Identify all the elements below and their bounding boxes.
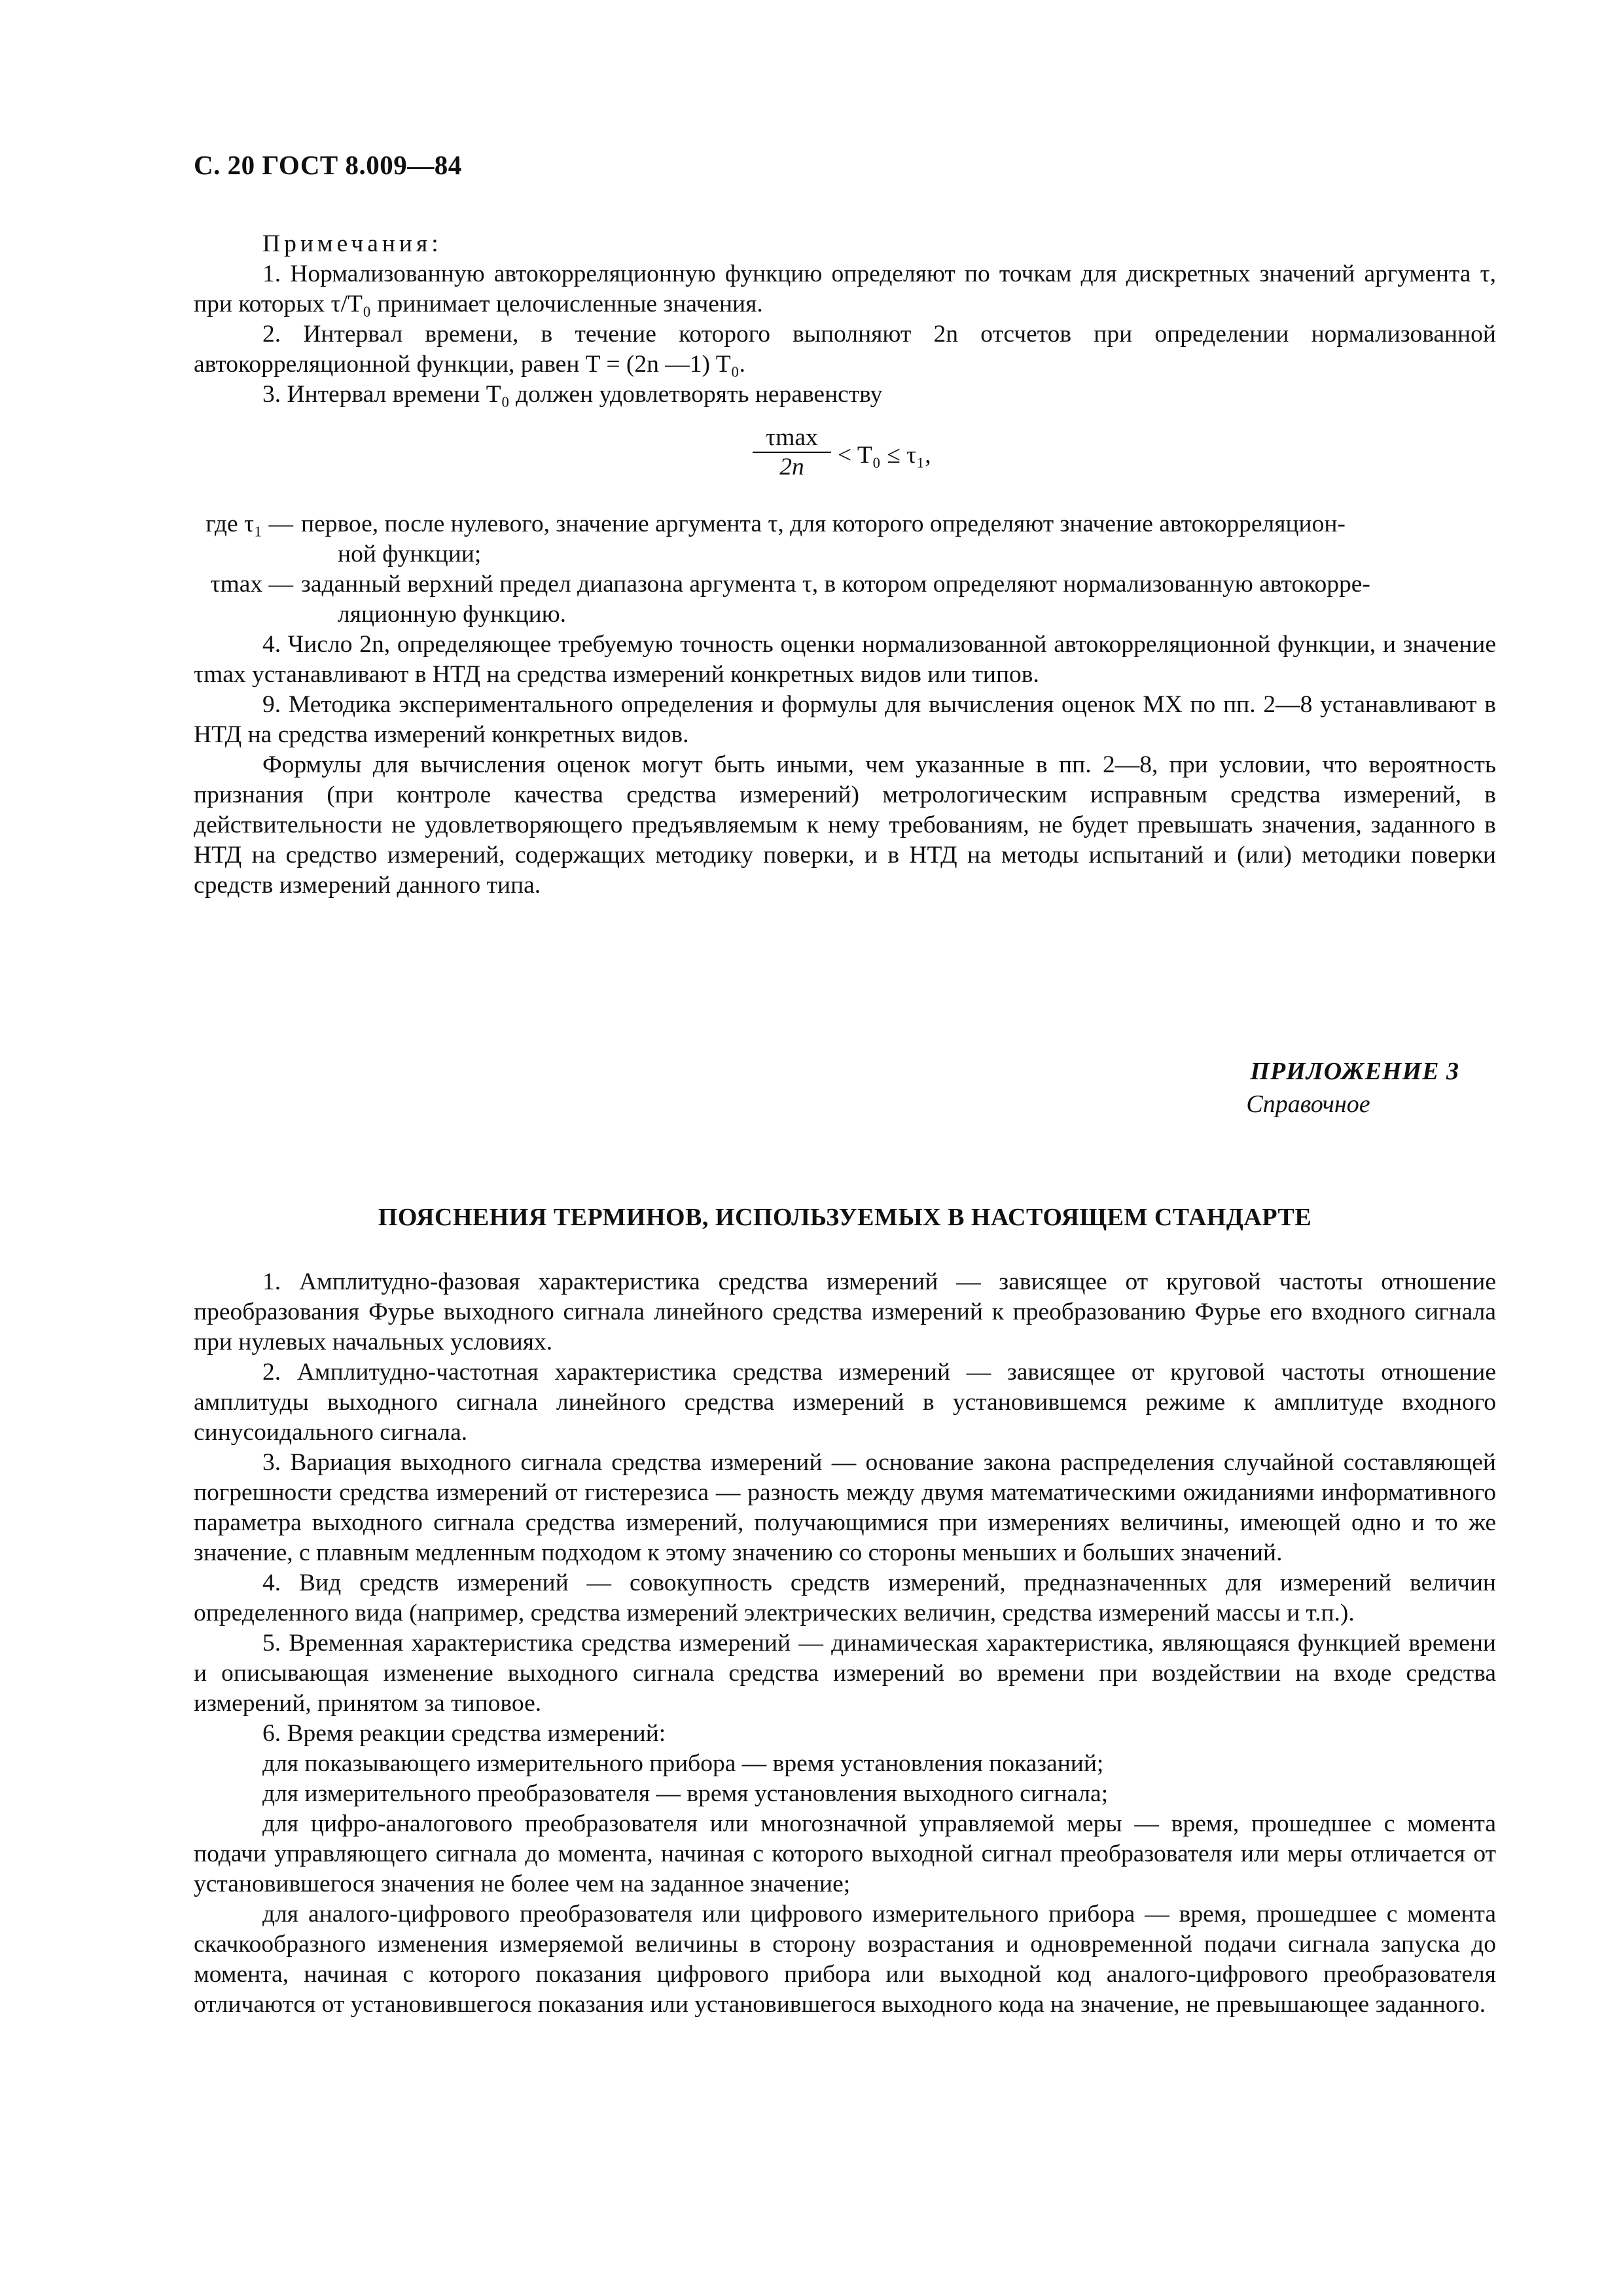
appendix-subtitle: Справочное	[1246, 1090, 1370, 1118]
appendix-label	[1246, 1055, 1459, 1121]
term-6: 6. Время реакции средства измерений:	[262, 1720, 666, 1747]
terms-block	[194, 1267, 1496, 2020]
formula-numerator: τmax	[766, 424, 818, 451]
definition-text: заданный верхний предел диапазона аргумента τ, в котором определяют нормализованную автокорре- ляционную функцию.	[301, 571, 1370, 628]
term-6a: для показывающего измерительного прибора — время установления показаний;	[262, 1750, 1104, 1777]
definition-term: τmax —	[210, 571, 293, 598]
note-9: 9. Методика экспериментального определения и формулы для вычисления оценок МХ по пп. 2—8 устанавливают в НТД на средства измерений конкретных видов.	[194, 691, 1496, 748]
where-definitions	[194, 509, 1496, 630]
term-5: 5. Временная характеристика средства измерений — динамическая характеристика, являющаяся функцией времени и описывающая изменение выходного сигнала средства измерений во времени при воздействии на входе средства измерений, принятом за типовое.	[194, 1630, 1496, 1717]
term-1: 1. Амплитудно-фазовая характеристика средства измерений — зависящее от круговой частоты отношение преобразования Фурье выходного сигнала линейного средства измерений к преобразованию Фурье его входного сигнала при нулевых начальных условиях.	[194, 1268, 1496, 1355]
appendix-title: ПРИЛОЖЕНИЕ 3	[1250, 1058, 1459, 1085]
notes-block	[194, 229, 1496, 410]
term-6b: для измерительного преобразователя — время установления выходного сигнала;	[262, 1780, 1109, 1807]
term-6d: для аналого-цифрового преобразователя или цифрового измерительного прибора — время, прошедшее с момента скачкообразного изменения измеряемой величины в сторону возрастания и одновременной подачи сигнала запуска до момента, начиная с которого показания цифрового прибора или выходной код аналого-цифрового преобразователя отличаются от установившегося показания или установившегося выходного кода на значение, не превышающее заданного.	[194, 1901, 1496, 2018]
term-3: 3. Вариация выходного сигнала средства измерений — основание закона распределения случайной составляющей погрешности средства измерений от гистерезиса — разность между двумя математическими ожиданиями информативного параметра выходного сигнала средства измерений, получающимися при измерениях величины, имеющей одно и то же значение, с плавным медленным подходом к этому значению со стороны меньших и больших значений.	[194, 1449, 1496, 1566]
notes-continued	[194, 630, 1496, 901]
definition-row	[194, 569, 1496, 630]
formula-relation: < T₀ ≤ τ₁,	[838, 442, 931, 469]
definition-term: где τ₁ —	[205, 511, 293, 537]
formulas-paragraph: Формулы для вычисления оценок могут быть иными, чем указанные в пп. 2—8, при условии, что вероятность признания (при контроле качества средства измерений) метрологическим исправным средства измерений, в действительности не удовлетворяющего предъявляемым к нему требованиям, не будет превышать значения, заданного в НТД на средство измерений, содержащих методику поверки, и в НТД на методы испытаний и (или) методики поверки средств измерений данного типа.	[194, 751, 1496, 899]
notes-heading: Примечания:	[262, 230, 442, 257]
formula-denominator: 2n	[779, 454, 804, 480]
note-3: 3. Интервал времени T₀ должен удовлетворять неравенству	[262, 381, 883, 408]
definition-text: первое, после нулевого, значение аргумента τ, для которого определяют значение автокорреляцион- ной функции;	[301, 511, 1346, 567]
formula-fraction	[753, 424, 831, 482]
term-6c: для цифро-аналогового преобразователя или многозначной управляемой меры — время, прошедшее с момента подачи управляющего сигнала до момента, начиная с которого выходной сигнал преобразователя или меры отличается от установившегося значения не более чем на заданное значение;	[194, 1810, 1496, 1897]
note-1: 1. Нормализованную автокорреляционную функцию определяют по точкам для дискретных значений аргумента τ, при которых τ/T₀ принимает целочисленные значения.	[194, 260, 1496, 317]
term-2: 2. Амплитудно-частотная характеристика средства измерений — зависящее от круговой частоты отношение амплитуды выходного сигнала линейного средства измерений в установившемся режиме к амплитуде входного синусоидального сигнала.	[194, 1359, 1496, 1446]
term-4: 4. Вид средств измерений — совокупность средств измерений, предназначенных для измерений величин определенного вида (например, средства измерений электрических величин, средства измерений массы и т.п.).	[194, 1570, 1496, 1626]
definition-row	[194, 509, 1496, 569]
note-2: 2. Интервал времени, в течение которого выполняют 2n отсчетов при определении нормализованной автокорреляционной функции, равен T = (2n —1) T₀.	[194, 321, 1496, 378]
section-title: ПОЯСНЕНИЯ ТЕРМИНОВ, ИСПОЛЬЗУЕМЫХ В НАСТОЯЩЕМ СТАНДАРТЕ	[378, 1204, 1312, 1231]
note-4: 4. Число 2n, определяющее требуемую точность оценки нормализованной автокорреляционной функции, и значение τmax устанавливают в НТД на средства измерений конкретных видов или типов.	[194, 631, 1496, 688]
page-header: С. 20 ГОСТ 8.009—84	[194, 150, 462, 180]
